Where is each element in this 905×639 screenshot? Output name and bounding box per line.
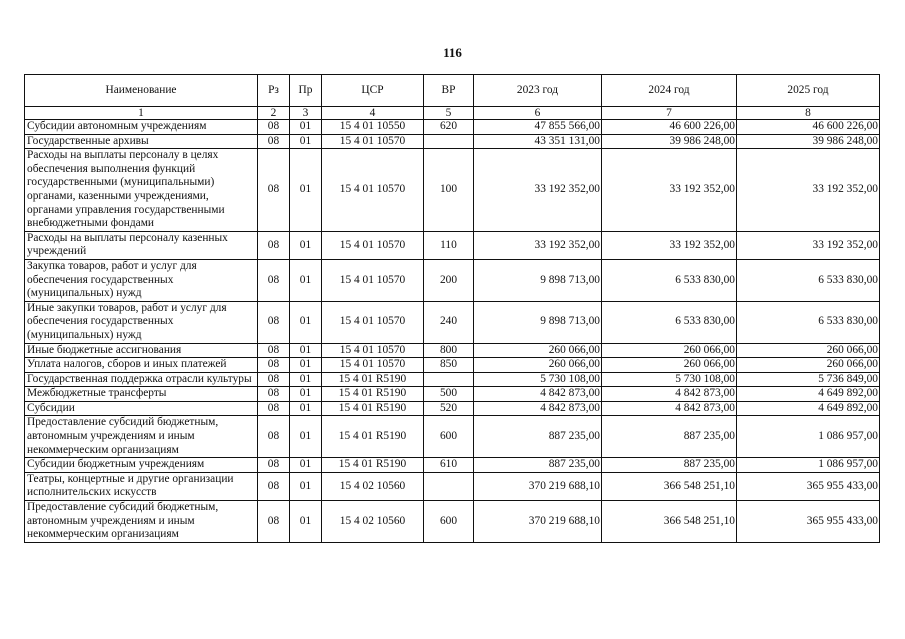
cell-pr: 01 xyxy=(290,472,322,500)
cell-2023: 260 066,00 xyxy=(474,358,602,373)
cell-csr: 15 4 01 10570 xyxy=(322,343,424,358)
cell-2023: 370 219 688,10 xyxy=(474,472,602,500)
cell-rz: 08 xyxy=(258,372,290,387)
cell-name: Государственная поддержка отрасли культуры xyxy=(25,372,258,387)
cell-name: Межбюджетные трансферты xyxy=(25,387,258,402)
cell-vr: 240 xyxy=(424,301,474,343)
cell-name: Закупка товаров, работ и услуг для обеспечения государственных (муниципальных) нужд xyxy=(25,259,258,301)
cell-2025: 33 192 352,00 xyxy=(737,149,880,232)
cell-vr xyxy=(424,372,474,387)
cell-2023: 33 192 352,00 xyxy=(474,149,602,232)
table-row xyxy=(25,387,880,402)
cell-2024: 6 533 830,00 xyxy=(602,259,737,301)
table-row xyxy=(25,343,880,358)
cell-pr: 01 xyxy=(290,134,322,149)
cell-csr: 15 4 01 10570 xyxy=(322,231,424,259)
cell-2025: 6 533 830,00 xyxy=(737,301,880,343)
cell-2024: 887 235,00 xyxy=(602,416,737,458)
table-row xyxy=(25,372,880,387)
header-name: Наименование xyxy=(25,75,258,107)
cell-name: Предоставление субсидий бюджетным, автономным учреждениям и иным некоммерческим организациям xyxy=(25,416,258,458)
cell-vr xyxy=(424,134,474,149)
column-number: 5 xyxy=(424,107,474,120)
cell-vr: 620 xyxy=(424,120,474,135)
cell-vr: 850 xyxy=(424,358,474,373)
cell-csr: 15 4 01 R5190 xyxy=(322,387,424,402)
table-row xyxy=(25,301,880,343)
cell-2023: 9 898 713,00 xyxy=(474,301,602,343)
column-number-row xyxy=(25,107,880,120)
cell-csr: 15 4 01 10570 xyxy=(322,149,424,232)
cell-rz: 08 xyxy=(258,343,290,358)
cell-2025: 1 086 957,00 xyxy=(737,416,880,458)
cell-rz: 08 xyxy=(258,301,290,343)
cell-csr: 15 4 01 10550 xyxy=(322,120,424,135)
table-row xyxy=(25,416,880,458)
cell-vr xyxy=(424,472,474,500)
cell-name: Иные бюджетные ассигнования xyxy=(25,343,258,358)
cell-rz: 08 xyxy=(258,134,290,149)
column-number: 3 xyxy=(290,107,322,120)
header-2024: 2024 год xyxy=(602,75,737,107)
table-row xyxy=(25,231,880,259)
cell-2024: 6 533 830,00 xyxy=(602,301,737,343)
cell-name: Субсидии бюджетным учреждениям xyxy=(25,458,258,473)
cell-2025: 365 955 433,00 xyxy=(737,501,880,543)
column-number: 7 xyxy=(602,107,737,120)
cell-2023: 887 235,00 xyxy=(474,458,602,473)
cell-2025: 5 736 849,00 xyxy=(737,372,880,387)
cell-2024: 887 235,00 xyxy=(602,458,737,473)
cell-2025: 39 986 248,00 xyxy=(737,134,880,149)
cell-pr: 01 xyxy=(290,387,322,402)
cell-rz: 08 xyxy=(258,416,290,458)
cell-name: Расходы на выплаты персоналу казенных учреждений xyxy=(25,231,258,259)
cell-2024: 46 600 226,00 xyxy=(602,120,737,135)
cell-2023: 4 842 873,00 xyxy=(474,387,602,402)
cell-name: Расходы на выплаты персоналу в целях обеспечения выполнения функций государственными (муниципальными) органами, казенными учреждениями, органами управления государственными внебюджетными фондами xyxy=(25,149,258,232)
cell-2024: 4 842 873,00 xyxy=(602,387,737,402)
cell-rz: 08 xyxy=(258,120,290,135)
cell-2024: 5 730 108,00 xyxy=(602,372,737,387)
table-row xyxy=(25,472,880,500)
cell-pr: 01 xyxy=(290,401,322,416)
cell-2023: 4 842 873,00 xyxy=(474,401,602,416)
header-row xyxy=(25,75,880,107)
cell-pr: 01 xyxy=(290,343,322,358)
header-pr: Пр xyxy=(290,75,322,107)
cell-rz: 08 xyxy=(258,401,290,416)
cell-csr: 15 4 01 10570 xyxy=(322,358,424,373)
cell-pr: 01 xyxy=(290,259,322,301)
cell-pr: 01 xyxy=(290,358,322,373)
cell-2025: 4 649 892,00 xyxy=(737,387,880,402)
table-body xyxy=(25,120,880,543)
cell-name: Субсидии xyxy=(25,401,258,416)
cell-2025: 1 086 957,00 xyxy=(737,458,880,473)
table-row xyxy=(25,120,880,135)
cell-name: Уплата налогов, сборов и иных платежей xyxy=(25,358,258,373)
cell-name: Государственные архивы xyxy=(25,134,258,149)
cell-pr: 01 xyxy=(290,501,322,543)
header-vr: ВР xyxy=(424,75,474,107)
column-number: 2 xyxy=(258,107,290,120)
cell-2024: 260 066,00 xyxy=(602,358,737,373)
cell-vr: 110 xyxy=(424,231,474,259)
cell-pr: 01 xyxy=(290,458,322,473)
cell-2025: 4 649 892,00 xyxy=(737,401,880,416)
cell-rz: 08 xyxy=(258,458,290,473)
cell-2023: 9 898 713,00 xyxy=(474,259,602,301)
cell-pr: 01 xyxy=(290,372,322,387)
cell-rz: 08 xyxy=(258,259,290,301)
cell-rz: 08 xyxy=(258,501,290,543)
cell-2025: 365 955 433,00 xyxy=(737,472,880,500)
cell-2024: 260 066,00 xyxy=(602,343,737,358)
cell-2024: 366 548 251,10 xyxy=(602,472,737,500)
cell-2023: 5 730 108,00 xyxy=(474,372,602,387)
cell-2023: 33 192 352,00 xyxy=(474,231,602,259)
cell-csr: 15 4 02 10560 xyxy=(322,472,424,500)
cell-name: Субсидии автономным учреждениям xyxy=(25,120,258,135)
cell-vr: 600 xyxy=(424,416,474,458)
cell-2023: 887 235,00 xyxy=(474,416,602,458)
cell-2023: 47 855 566,00 xyxy=(474,120,602,135)
cell-name: Театры, концертные и другие организации исполнительских искусств xyxy=(25,472,258,500)
cell-2024: 33 192 352,00 xyxy=(602,231,737,259)
cell-vr: 100 xyxy=(424,149,474,232)
column-number: 1 xyxy=(25,107,258,120)
header-rz: Рз xyxy=(258,75,290,107)
table-row xyxy=(25,458,880,473)
cell-rz: 08 xyxy=(258,472,290,500)
header-2023: 2023 год xyxy=(474,75,602,107)
cell-vr: 500 xyxy=(424,387,474,402)
cell-2023: 370 219 688,10 xyxy=(474,501,602,543)
cell-csr: 15 4 01 10570 xyxy=(322,134,424,149)
column-number: 8 xyxy=(737,107,880,120)
cell-rz: 08 xyxy=(258,149,290,232)
cell-csr: 15 4 01 R5190 xyxy=(322,458,424,473)
column-number: 4 xyxy=(322,107,424,120)
table-row xyxy=(25,401,880,416)
budget-table xyxy=(24,74,880,543)
cell-pr: 01 xyxy=(290,231,322,259)
cell-vr: 520 xyxy=(424,401,474,416)
cell-vr: 610 xyxy=(424,458,474,473)
cell-csr: 15 4 01 R5190 xyxy=(322,401,424,416)
cell-csr: 15 4 01 R5190 xyxy=(322,372,424,387)
header-2025: 2025 год xyxy=(737,75,880,107)
cell-pr: 01 xyxy=(290,416,322,458)
cell-rz: 08 xyxy=(258,231,290,259)
cell-name: Предоставление субсидий бюджетным, автономным учреждениям и иным некоммерческим организациям xyxy=(25,501,258,543)
cell-name: Иные закупки товаров, работ и услуг для обеспечения государственных (муниципальных) нужд xyxy=(25,301,258,343)
page-number: 116 xyxy=(443,45,462,60)
cell-2023: 260 066,00 xyxy=(474,343,602,358)
cell-2025: 6 533 830,00 xyxy=(737,259,880,301)
cell-2025: 46 600 226,00 xyxy=(737,120,880,135)
cell-2025: 33 192 352,00 xyxy=(737,231,880,259)
cell-csr: 15 4 01 10570 xyxy=(322,301,424,343)
cell-2024: 366 548 251,10 xyxy=(602,501,737,543)
table-row xyxy=(25,501,880,543)
table-row xyxy=(25,134,880,149)
cell-vr: 600 xyxy=(424,501,474,543)
cell-2024: 39 986 248,00 xyxy=(602,134,737,149)
table-row xyxy=(25,358,880,373)
cell-vr: 200 xyxy=(424,259,474,301)
cell-csr: 15 4 01 R5190 xyxy=(322,416,424,458)
header-csr: ЦСР xyxy=(322,75,424,107)
cell-pr: 01 xyxy=(290,301,322,343)
cell-2025: 260 066,00 xyxy=(737,358,880,373)
cell-2025: 260 066,00 xyxy=(737,343,880,358)
table-row xyxy=(25,149,880,232)
table-row xyxy=(25,259,880,301)
cell-2024: 4 842 873,00 xyxy=(602,401,737,416)
column-number: 6 xyxy=(474,107,602,120)
cell-csr: 15 4 02 10560 xyxy=(322,501,424,543)
cell-2023: 43 351 131,00 xyxy=(474,134,602,149)
cell-rz: 08 xyxy=(258,387,290,402)
cell-pr: 01 xyxy=(290,120,322,135)
cell-rz: 08 xyxy=(258,358,290,373)
cell-csr: 15 4 01 10570 xyxy=(322,259,424,301)
cell-vr: 800 xyxy=(424,343,474,358)
cell-pr: 01 xyxy=(290,149,322,232)
cell-2024: 33 192 352,00 xyxy=(602,149,737,232)
